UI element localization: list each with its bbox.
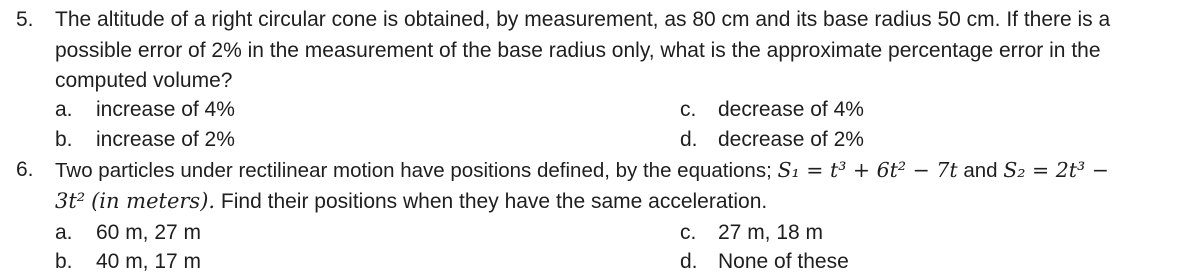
question-6-text-line-1 [55, 156, 1109, 185]
question-6-text-line-2 [55, 187, 767, 216]
q5-option-c-letter: c. [680, 98, 697, 121]
question-5-text-line-1: The altitude of a right circular cone is obtained, by measurement, as 80 cm and its base radius 50 cm. If there is a [55, 8, 1111, 31]
q5-option-a-letter: a. [55, 98, 73, 121]
equation-s2-start: S₂ = 2t³ − [1003, 158, 1109, 182]
q6-option-d-text: None of these [718, 250, 849, 273]
question-6-prompt: Find their positions when they have the same acceleration. [220, 190, 768, 213]
q6-option-a-text: 60 m, 27 m [96, 221, 202, 244]
q6-option-b-letter: b. [55, 250, 73, 273]
units-note: (in meters). [91, 189, 216, 213]
equation-s2-end: 3t² [55, 189, 86, 213]
q5-option-c-text: decrease of 4% [718, 98, 864, 121]
question-5-text-line-3: computed volume? [55, 69, 233, 92]
and-word: and [963, 159, 998, 182]
question-6-intro: Two particles under rectilinear motion have positions defined, by the equations; [55, 159, 772, 182]
question-6-number: 6. [16, 158, 34, 181]
q6-option-d-letter: d. [680, 250, 698, 273]
q6-option-a-letter: a. [55, 221, 73, 244]
equation-s1: S₁ = t³ + 6t² − 7t [777, 158, 958, 182]
q5-option-b-letter: b. [55, 128, 73, 151]
q5-option-d-text: decrease of 2% [718, 128, 864, 151]
q5-option-d-letter: d. [680, 128, 698, 151]
q5-option-b-text: increase of 2% [96, 128, 235, 151]
q6-option-c-text: 27 m, 18 m [718, 221, 824, 244]
question-5-number: 5. [16, 8, 34, 31]
question-5-text-line-2: possible error of 2% in the measurement of the base radius only, what is the approximate percentage error in the [55, 39, 1101, 62]
q6-option-c-letter: c. [680, 221, 697, 244]
q5-option-a-text: increase of 4% [96, 98, 235, 121]
q6-option-b-text: 40 m, 17 m [96, 250, 202, 273]
